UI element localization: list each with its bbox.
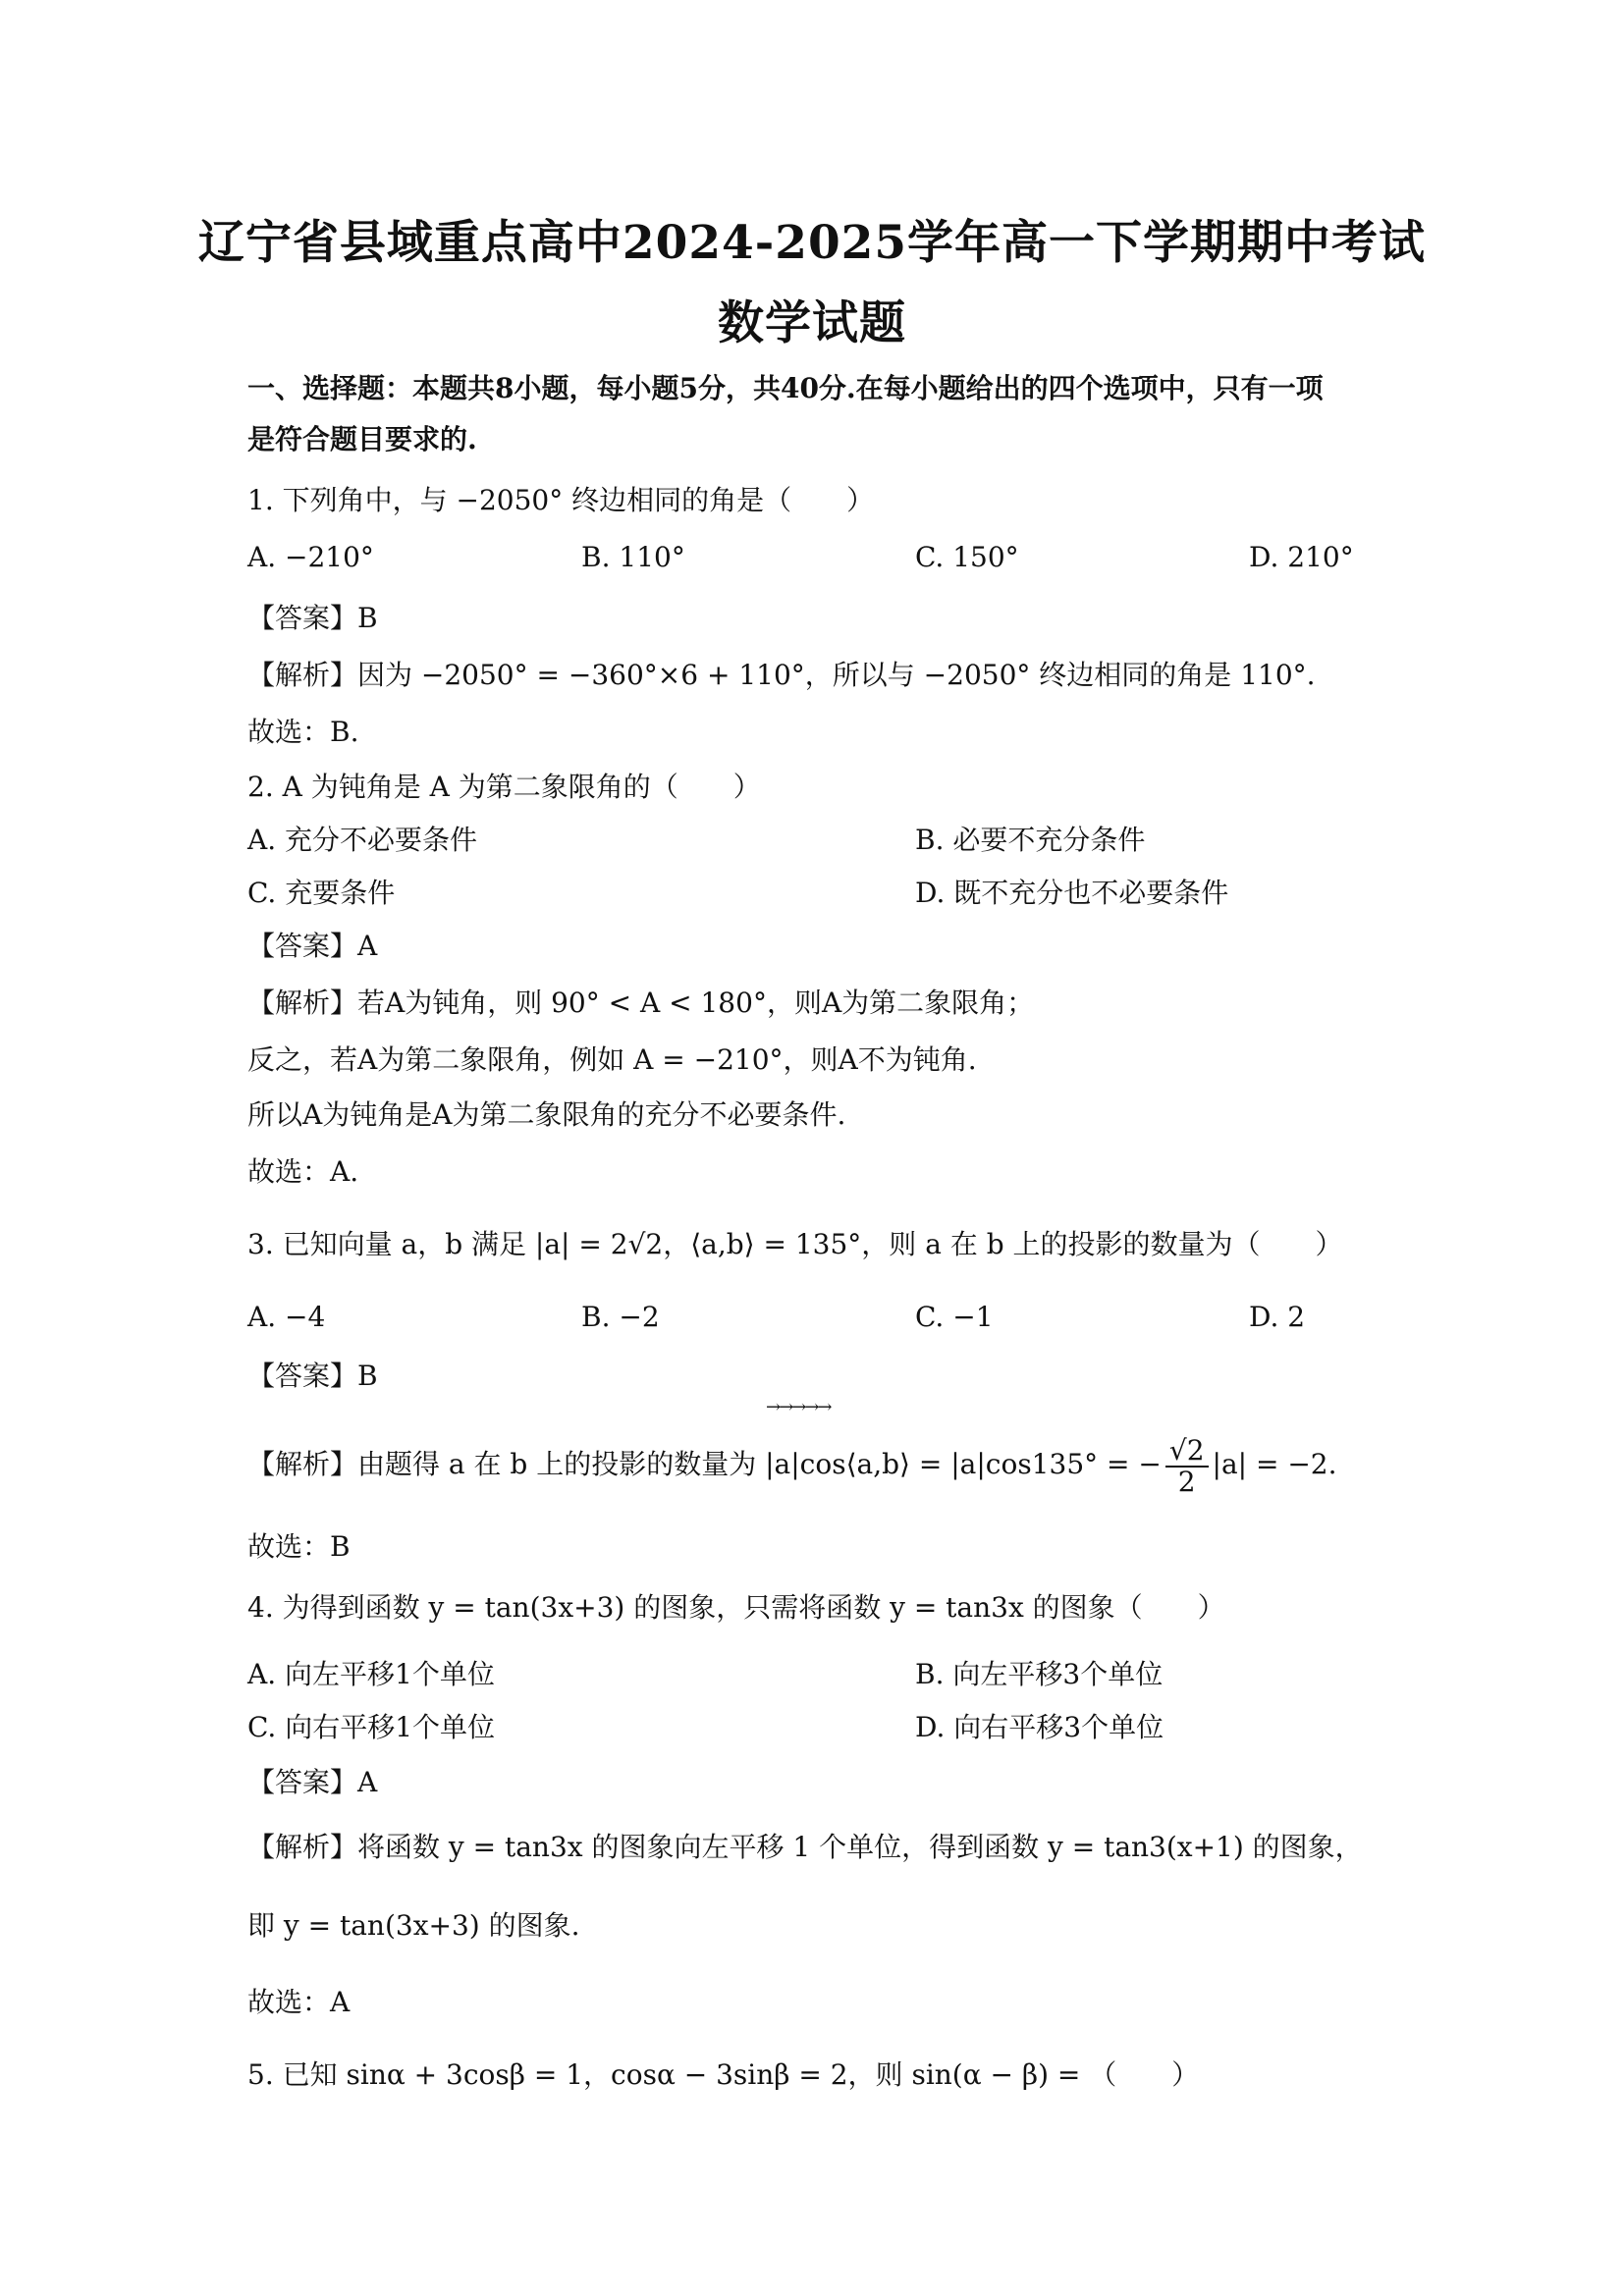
- q1-option-d: D. 210°: [1249, 541, 1354, 573]
- q2-analysis-2: 反之，若A为第二象限角，例如 A = −210°，则A不为钝角.: [247, 1043, 977, 1076]
- q1-option-a: A. −210°: [247, 541, 374, 573]
- q1-options: [247, 538, 1388, 577]
- q2-option-b: B. 必要不充分条件: [915, 824, 1146, 856]
- q2-option-a: A. 充分不必要条件: [247, 824, 478, 856]
- q2-option-c: C. 充要条件: [247, 877, 396, 909]
- q1-analysis: 【解析】因为 −2050° = −360°×6 + 110°，所以与 −2050° 终边相同的角是 110°.: [247, 659, 1316, 691]
- q1-choice: 故选：B.: [247, 716, 359, 748]
- q4-options-row2: [247, 1708, 1388, 1747]
- q4-option-d: D. 向右平移3个单位: [915, 1711, 1164, 1743]
- q3-stem: 3. 已知向量 a，b 满足 |a| = 2√2，⟨a,b⟩ = 135°，则 a 在 b 上的投影的数量为（ ）: [247, 1228, 1343, 1260]
- section-heading-line2: 是符合题目要求的.: [247, 423, 477, 455]
- q3-analysis-prefix: 【解析】由题得 a 在 b 上的投影的数量为 |a|cos⟨a,b⟩ = |a|cos135° = −: [247, 1448, 1162, 1480]
- q4-analysis-2: 即 y = tan(3x+3) 的图象.: [247, 1909, 580, 1942]
- q4-analysis-1: 【解析】将函数 y = tan3x 的图象向左平移 1 个单位，得到函数 y = tan3(x+1) 的图象，: [247, 1831, 1363, 1863]
- q3-option-d: D. 2: [1249, 1301, 1306, 1333]
- q4-answer: 【答案】A: [247, 1766, 378, 1798]
- q3-options: [247, 1298, 1388, 1337]
- sqrt2-over-2-fraction: [1165, 1433, 1209, 1498]
- q4-option-a: A. 向左平移1个单位: [247, 1658, 495, 1690]
- vector-arrows-icon: →→→→→: [766, 1397, 831, 1417]
- q2-answer: 【答案】A: [247, 930, 378, 962]
- q2-options-row1: [247, 821, 1388, 860]
- q2-analysis-1: 【解析】若A为钝角，则 90° < A < 180°，则A为第二象限角；: [247, 987, 1035, 1019]
- q4-choice: 故选：A: [247, 1986, 351, 2018]
- q3-choice: 故选：B: [247, 1530, 351, 1563]
- fraction-numerator: √2: [1165, 1436, 1209, 1468]
- q3-answer: 【答案】B: [247, 1360, 378, 1392]
- q4-options-row1: [247, 1655, 1388, 1694]
- q1-option-c: C. 150°: [915, 541, 1019, 573]
- exam-subtitle: 数学试题: [718, 296, 906, 350]
- q2-choice: 故选：A.: [247, 1155, 359, 1188]
- q4-option-b: B. 向左平移3个单位: [915, 1658, 1164, 1690]
- q4-option-c: C. 向右平移1个单位: [247, 1711, 496, 1743]
- q3-analysis: [247, 1433, 1388, 1497]
- exam-title: 辽宁省县域重点高中2024-2025学年高一下学期期中考试: [197, 216, 1427, 270]
- q3-option-c: C. −1: [915, 1301, 994, 1333]
- q2-analysis-3: 所以A为钝角是A为第二象限角的充分不必要条件.: [247, 1098, 846, 1131]
- q3-option-b: B. −2: [581, 1301, 660, 1333]
- q1-answer: 【答案】B: [247, 602, 378, 634]
- q2-option-d: D. 既不充分也不必要条件: [915, 877, 1229, 909]
- section-heading-line1: 一、选择题：本题共8小题，每小题5分，共40分.在每小题给出的四个选项中，只有一项: [247, 372, 1324, 404]
- q1-option-b: B. 110°: [581, 541, 685, 573]
- fraction-denominator: 2: [1177, 1465, 1196, 1498]
- q1-stem: 1. 下列角中，与 −2050° 终边相同的角是（ ）: [247, 484, 875, 516]
- q3-option-a: A. −4: [247, 1301, 326, 1333]
- q2-stem: 2. A 为钝角是 A 为第二象限角的（ ）: [247, 771, 761, 803]
- q5-stem: 5. 已知 sinα + 3cosβ = 1，cosα − 3sinβ = 2，则 sin(α − β) = （ ）: [247, 2058, 1200, 2091]
- q3-analysis-suffix: |a| = −2.: [1212, 1448, 1337, 1480]
- q2-options-row2: [247, 874, 1388, 913]
- q4-stem: 4. 为得到函数 y = tan(3x+3) 的图象，只需将函数 y = tan3x 的图象（ ）: [247, 1591, 1225, 1624]
